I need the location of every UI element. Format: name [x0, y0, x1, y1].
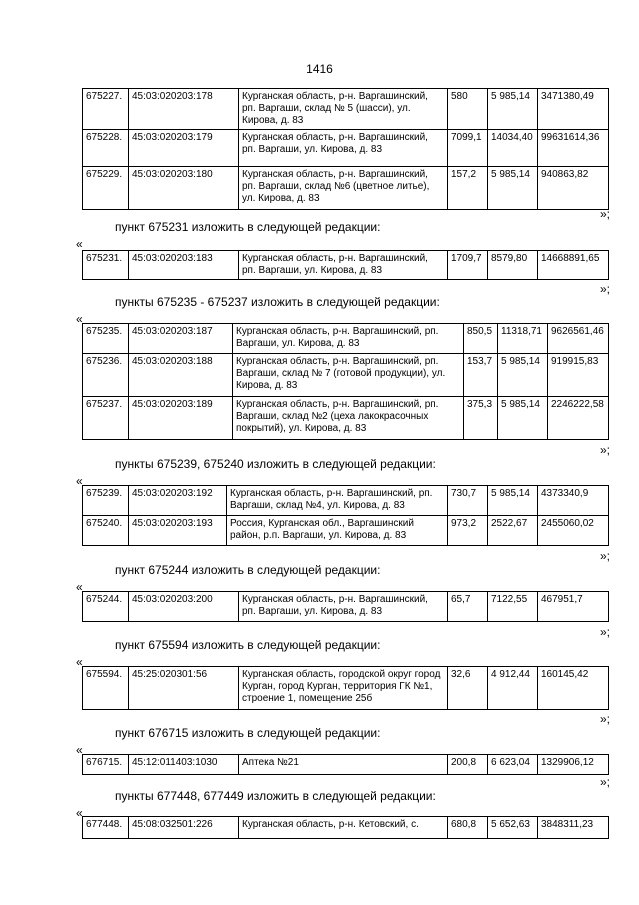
area: 730,7 [448, 486, 488, 516]
area: 1709,7 [448, 251, 488, 280]
table-row [83, 251, 609, 280]
amendment-instruction: пункты 675235 - 675237 изложить в следующей редакции: [115, 295, 440, 309]
cadastral-number: 45:12:011403:1030 [129, 755, 239, 775]
cadastral-value: 1329906,12 [538, 755, 609, 775]
cadastral-number: 45:03:020203:188 [129, 354, 233, 397]
cadastral-value: 99631614,36 [538, 130, 609, 167]
register-table [82, 816, 609, 839]
register-table [82, 666, 609, 710]
table-row [83, 667, 609, 710]
area: 7099,1 [448, 130, 488, 167]
cadastral-number: 45:03:020203:183 [129, 251, 239, 280]
cadastral-number: 45:03:020203:189 [129, 397, 233, 440]
specific-value: 5 985,14 [498, 397, 548, 440]
area: 200,8 [448, 755, 488, 775]
cadastral-value: 467951,7 [538, 592, 609, 622]
table-row [83, 397, 609, 440]
register-table [82, 591, 609, 622]
opening-quote: « [76, 806, 83, 820]
cadastral-value: 4373340,9 [538, 486, 609, 516]
cadastral-number: 45:03:020203:180 [129, 167, 239, 210]
closing-quote: »; [599, 625, 610, 639]
opening-quote: « [76, 237, 83, 251]
specific-value: 4 912,44 [488, 667, 538, 710]
opening-quote: « [76, 312, 83, 326]
address: Курганская область, р-н. Варгашинский, рп. Варгаши, ул. Кирова, д. 83 [239, 251, 448, 280]
specific-value: 2522,67 [488, 516, 538, 546]
row-number: 675244. [83, 592, 129, 622]
cadastral-number: 45:03:020203:179 [129, 130, 239, 167]
closing-quote: »; [599, 443, 610, 457]
cadastral-number: 45:03:020203:200 [129, 592, 239, 622]
closing-quote: »; [599, 282, 610, 296]
row-number: 675236. [83, 354, 129, 397]
cadastral-value: 2246222,58 [548, 397, 609, 440]
address: Курганская область, р-н. Варгашинский, рп. Варгаши, ул. Кирова, д. 83 [239, 592, 448, 622]
closing-quote: »; [599, 712, 610, 726]
table-row [83, 516, 609, 546]
area: 32,6 [448, 667, 488, 710]
area: 973,2 [448, 516, 488, 546]
amendment-instruction: пункты 677448, 677449 изложить в следующей редакции: [115, 789, 436, 803]
area: 850,5 [464, 324, 498, 354]
table-row [83, 592, 609, 622]
row-number: 675594. [83, 667, 129, 710]
cadastral-number: 45:08:032501:226 [129, 817, 239, 839]
row-number: 675231. [83, 251, 129, 280]
address: Курганская область, р-н. Варгашинский, рп. Варгаши, ул. Кирова, д. 83 [233, 324, 464, 354]
specific-value: 5 652,63 [488, 817, 538, 839]
row-number: 675240. [83, 516, 129, 546]
table-row [83, 486, 609, 516]
address: Курганская область, р-н. Варгашинский, рп. Варгаши, ул. Кирова, д. 83 [239, 130, 448, 167]
cadastral-number: 45:03:020203:193 [129, 516, 227, 546]
amendment-instruction: пункт 675244 изложить в следующей редакции: [115, 563, 381, 577]
cadastral-value: 160145,42 [538, 667, 609, 710]
address: Курганская область, р-н. Варгашинский, рп. Варгаши, склад № 7 (готовой продукции), ул. Кирова, д. 83 [233, 354, 464, 397]
table-row [83, 354, 609, 397]
address: Курганская область, р-н. Варгашинский, рп. Варгаши, склад №4, ул. Кирова, д. 83 [227, 486, 448, 516]
row-number: 675227. [83, 89, 129, 130]
cadastral-number: 45:03:020203:192 [129, 486, 227, 516]
row-number: 677448. [83, 817, 129, 839]
cadastral-number: 45:03:020203:178 [129, 89, 239, 130]
row-number: 675229. [83, 167, 129, 210]
area: 65,7 [448, 592, 488, 622]
table-row [83, 324, 609, 354]
opening-quote: « [76, 474, 83, 488]
specific-value: 11318,71 [498, 324, 548, 354]
specific-value: 5 985,14 [488, 167, 538, 210]
cadastral-value: 2455060,02 [538, 516, 609, 546]
address: Курганская область, р-н. Варгашинский, рп. Варгаши, склад № 5 (шасси), ул. Кирова, д. 83 [239, 89, 448, 130]
row-number: 675237. [83, 397, 129, 440]
amendment-instruction: пункт 675594 изложить в следующей редакции: [115, 638, 381, 652]
area: 153,7 [464, 354, 498, 397]
register-table [82, 323, 609, 440]
row-number: 675228. [83, 130, 129, 167]
table-row [83, 167, 609, 210]
address: Курганская область, р-н. Варгашинский, рп. Варгаши, склад №2 (цеха лакокрасочных покрытий), ул. Кирова, д. 83 [233, 397, 464, 440]
opening-quote: « [76, 580, 83, 594]
address: Курганская область, городской округ город Курган, город Курган, территория ГК №1, строение 1, помещение 25б [239, 667, 448, 710]
amendment-instruction: пункты 675239, 675240 изложить в следующей редакции: [115, 457, 436, 471]
row-number: 676715. [83, 755, 129, 775]
specific-value: 14034,40 [488, 130, 538, 167]
register-table [82, 250, 609, 280]
page-number: 1416 [306, 62, 333, 76]
amendment-instruction: пункт 676715 изложить в следующей редакции: [115, 726, 381, 740]
area: 680,8 [448, 817, 488, 839]
row-number: 675235. [83, 324, 129, 354]
address: Аптека №21 [239, 755, 448, 775]
specific-value: 5 985,14 [488, 89, 538, 130]
cadastral-value: 14668891,65 [538, 251, 609, 280]
specific-value: 5 985,14 [488, 486, 538, 516]
closing-quote: »; [599, 207, 610, 221]
specific-value: 8579,80 [488, 251, 538, 280]
cadastral-value: 919915,83 [548, 354, 609, 397]
cadastral-value: 3471380,49 [538, 89, 609, 130]
closing-quote: »; [599, 549, 610, 563]
cadastral-value: 940863,82 [538, 167, 609, 210]
table-row [83, 130, 609, 167]
register-table [82, 754, 609, 775]
cadastral-number: 45:25:020301:56 [129, 667, 239, 710]
opening-quote: « [76, 743, 83, 757]
area: 580 [448, 89, 488, 130]
address: Россия, Курганская обл., Варгашинский район, р.п. Варгаши, ул. Кирова, д. 83 [227, 516, 448, 546]
table-row [83, 817, 609, 839]
table-row [83, 89, 609, 130]
cadastral-value: 3848311,23 [538, 817, 609, 839]
amendment-instruction: пункт 675231 изложить в следующей редакции: [115, 220, 381, 234]
specific-value: 7122,55 [488, 592, 538, 622]
row-number: 675239. [83, 486, 129, 516]
specific-value: 6 623,04 [488, 755, 538, 775]
address: Курганская область, р-н. Варгашинский, рп. Варгаши, склад №6 (цветное литье), ул. Кирова, д. 83 [239, 167, 448, 210]
address: Курганская область, р-н. Кетовский, с. [239, 817, 448, 839]
closing-quote: »; [599, 775, 610, 789]
register-table [82, 485, 609, 546]
opening-quote: « [76, 655, 83, 669]
area: 157,2 [448, 167, 488, 210]
register-table [82, 88, 609, 210]
area: 375,3 [464, 397, 498, 440]
table-row [83, 755, 609, 775]
specific-value: 5 985,14 [498, 354, 548, 397]
cadastral-value: 9626561,46 [548, 324, 609, 354]
cadastral-number: 45:03:020203:187 [129, 324, 233, 354]
